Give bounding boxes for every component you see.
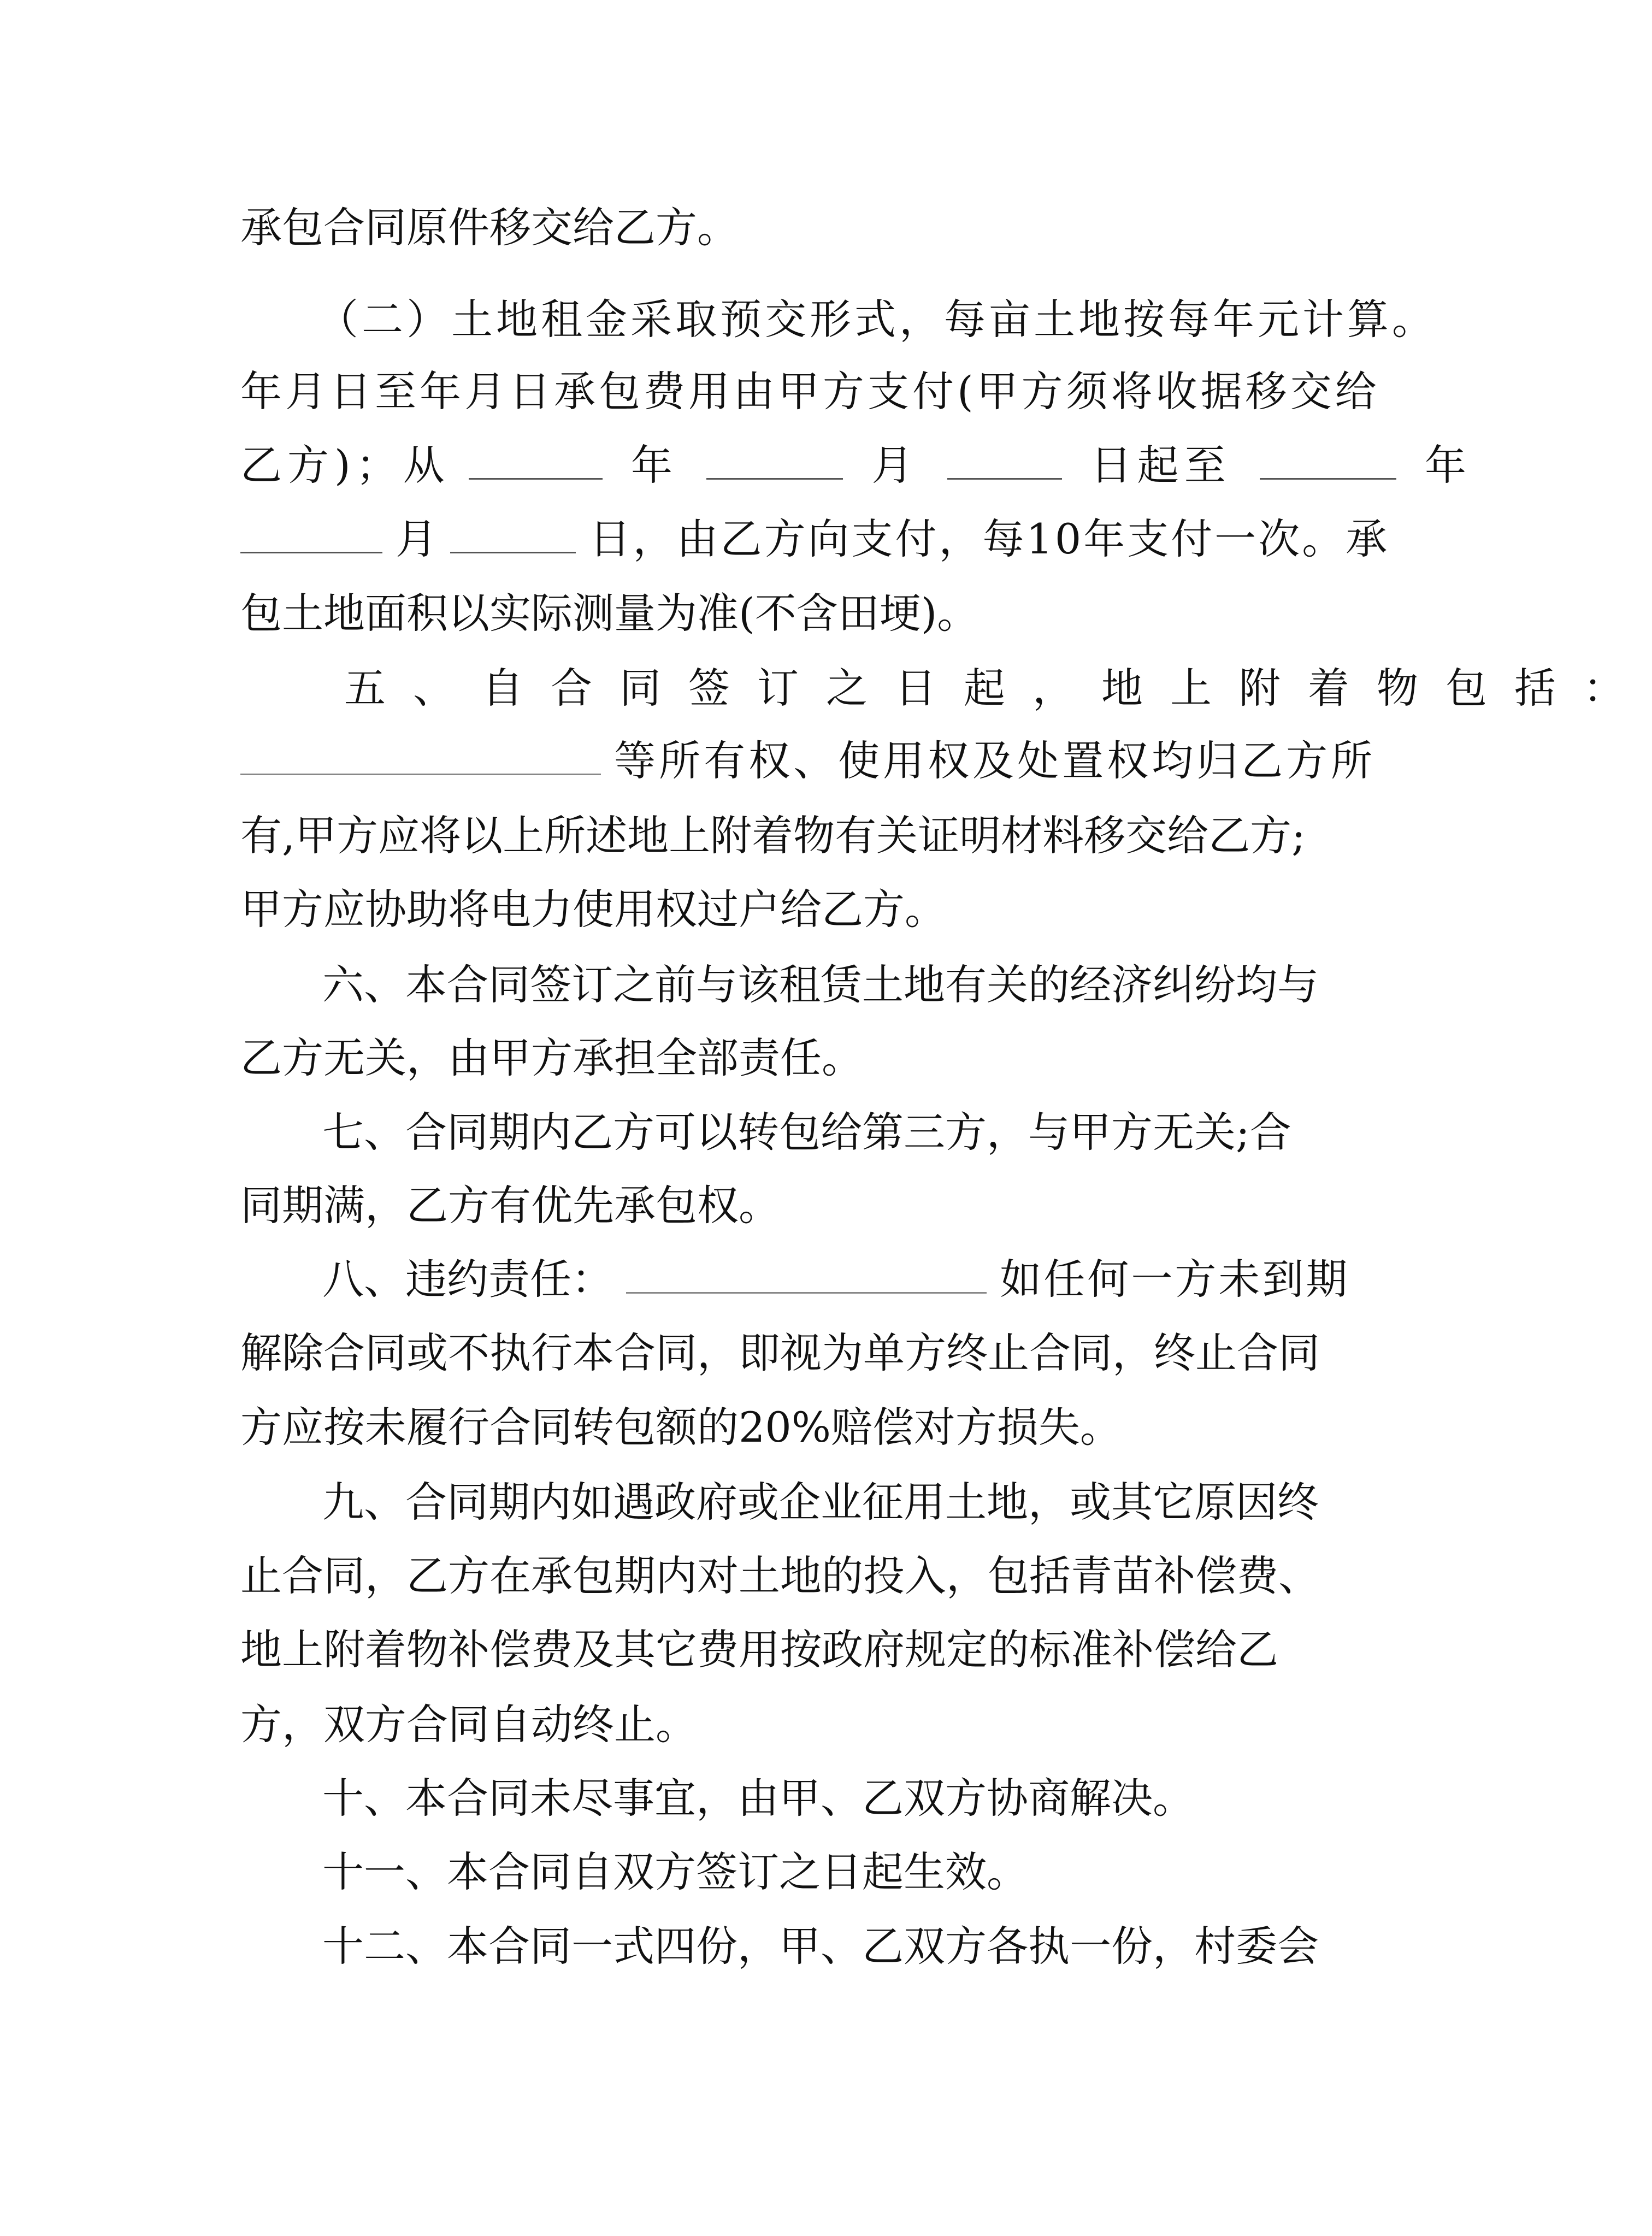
- line-text: 六、本合同签订之前与该租赁土地有关的经济纠纷均与: [322, 960, 1319, 1009]
- line-text: 日，由乙方向支付，每10年支付一次。承: [589, 515, 1390, 563]
- paragraph-line: [317, 281, 1437, 358]
- line-text: 等所有权、使用权及处置权均归乙方所: [614, 736, 1376, 785]
- line-text: 如任何一方未到期: [1000, 1255, 1350, 1303]
- line-text: （二）土地租金采取预交形式，每亩土地按每年元计算。: [317, 295, 1437, 344]
- paragraph-line: [322, 1094, 1360, 1171]
- line-text: 七、合同期内乙方可以转包给第三方，与甲方无关;合: [322, 1108, 1291, 1157]
- line-text: 甲方应协助将电力使用权过户给乙方。: [240, 885, 946, 934]
- paragraph-line: [240, 871, 1349, 948]
- line-text: 方应按未履行合同转包额的20%赔偿对方损失。: [240, 1403, 1122, 1452]
- fill-blank-day[interactable]: [947, 445, 1062, 480]
- paragraph-line: [240, 1020, 1349, 1096]
- line-text: 包土地面积以实际测量为准(不含田埂)。: [240, 589, 979, 638]
- fill-blank-year[interactable]: [1260, 445, 1396, 480]
- fill-blank-liability[interactable]: [626, 1259, 987, 1294]
- line-text: 乙方无关，由甲方承担全部责任。: [240, 1034, 863, 1082]
- paragraph-line: [322, 1760, 1360, 1837]
- paragraph-line: [240, 427, 1472, 504]
- paragraph-line: [240, 1167, 1349, 1244]
- line-text: 十、本合同未尽事宜，由甲、乙双方协商解决。: [322, 1774, 1194, 1822]
- paragraph-line: [240, 1315, 1349, 1391]
- line-text: 八、违约责任：: [322, 1255, 613, 1303]
- paragraph-line: [240, 353, 1380, 430]
- paragraph-line: [240, 1686, 1349, 1763]
- line-text: 九、合同期内如遇政府或企业征用土地，或其它原因终: [322, 1478, 1319, 1526]
- paragraph-line: [240, 798, 1349, 874]
- paragraph-line: [240, 1538, 1349, 1614]
- line-text: 月: [396, 515, 438, 563]
- line-text: 月: [871, 441, 919, 489]
- line-text: 方，双方合同自动终止。: [240, 1700, 697, 1749]
- line-text: 十二、本合同一式四份，甲、乙双方各执一份，村委会: [322, 1922, 1319, 1970]
- paragraph-line: [240, 575, 1349, 652]
- paragraph-line: [322, 947, 1360, 1023]
- line-text: 有,甲方应将以上所述地上附着物有关证明材料移交给乙方;: [240, 811, 1306, 860]
- paragraph-line: [240, 1612, 1349, 1688]
- paragraph-line: [322, 1464, 1360, 1541]
- fill-blank-month[interactable]: [240, 519, 382, 553]
- fill-blank-year[interactable]: [469, 445, 603, 480]
- line-text: 地上附着物补偿费及其它费用按政府规定的标准补偿给乙: [240, 1625, 1278, 1674]
- paragraph-line: [240, 501, 1390, 577]
- line-text: 年: [631, 441, 678, 489]
- paragraph-line: [322, 1834, 1360, 1910]
- line-text: 年: [1425, 441, 1472, 489]
- paragraph-line: [240, 190, 1349, 266]
- line-text: 乙方)；从: [240, 441, 450, 489]
- paragraph-line: [344, 650, 1652, 727]
- fill-blank-day[interactable]: [450, 519, 576, 553]
- paragraph-line: [322, 1241, 1360, 1318]
- paragraph-line: [322, 1908, 1360, 1985]
- line-text: 承包合同原件移交给乙方。: [240, 203, 739, 252]
- line-text: 日起至: [1090, 441, 1231, 489]
- line-text: 年月日至年月日承包费用由甲方支付(甲方须将收据移交给: [240, 367, 1380, 416]
- fill-blank-attachments[interactable]: [240, 741, 601, 775]
- line-text: 同期满，乙方有优先承包权。: [240, 1181, 780, 1230]
- paragraph-line: [240, 1389, 1349, 1466]
- line-text: 解除合同或不执行本合同，即视为单方终止合同，终止合同: [240, 1329, 1320, 1377]
- fill-blank-month[interactable]: [706, 445, 843, 480]
- paragraph-line: [240, 723, 1376, 799]
- line-text: 止合同，乙方在承包期内对土地的投入，包括青苗补偿费、: [240, 1551, 1320, 1600]
- line-text: 十一、本合同自双方签订之日起生效。: [322, 1848, 1028, 1896]
- line-text: 五、自合同签订之日起，地上附着物包括：: [344, 664, 1652, 712]
